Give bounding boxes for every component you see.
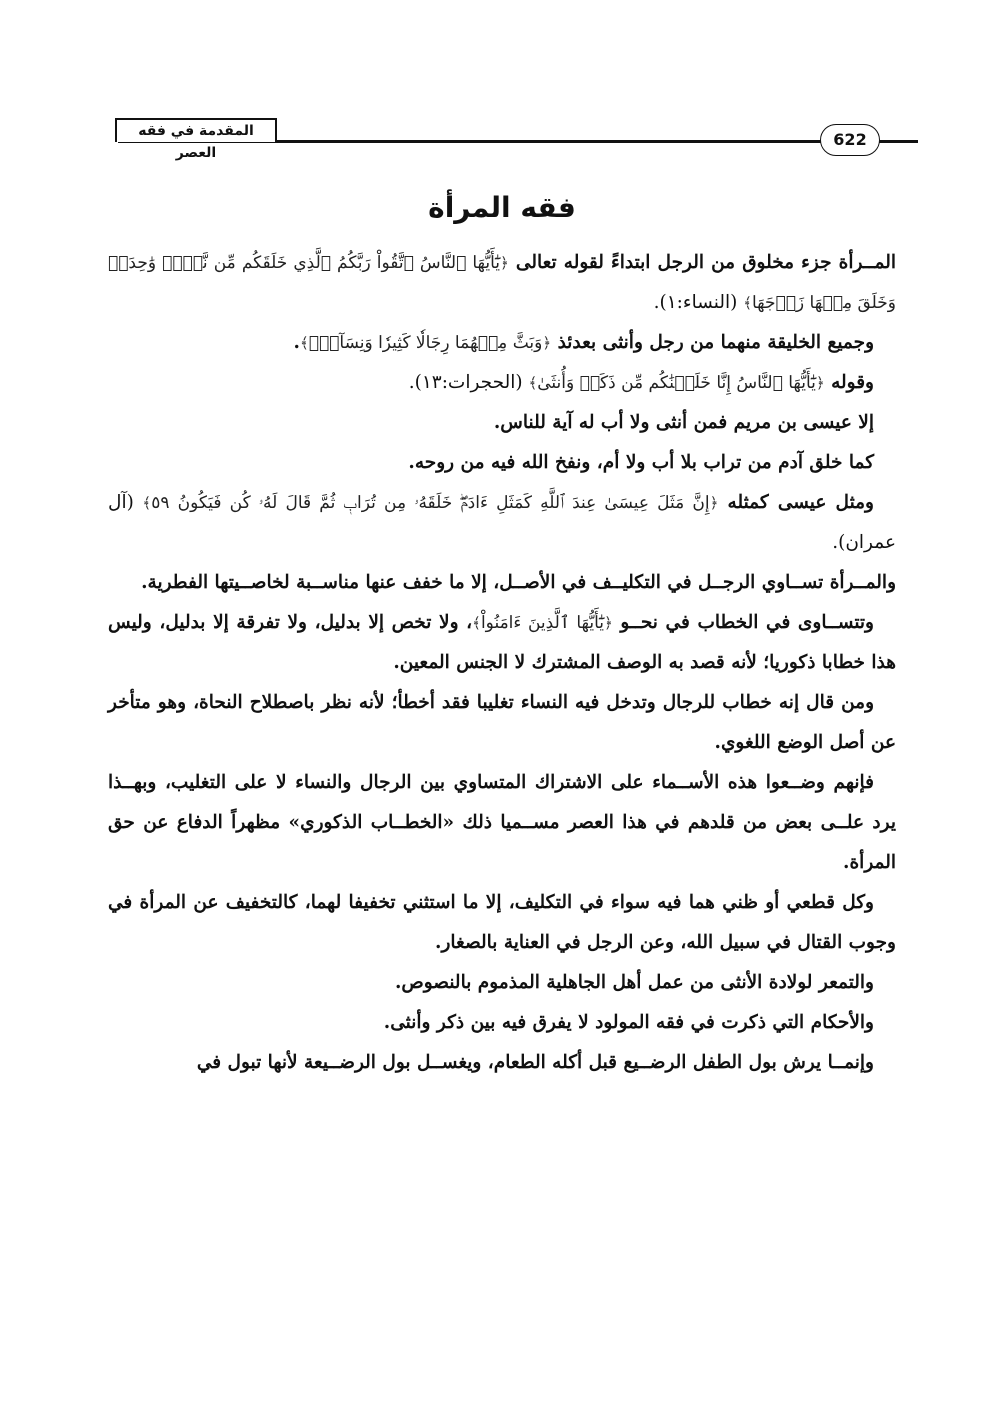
quran-verse: يَٰٓأَيُّهَا ٱلَّذِينَ ءَامَنُواْ	[480, 613, 604, 633]
paragraph-p1	[108, 243, 896, 323]
paragraph-p3	[108, 363, 896, 403]
citation: (آل عمران).	[108, 492, 896, 553]
paragraph-text: فإنهم وضــعوا هذه الأســماء على الاشتراك المتساوي بين الرجال والنساء لا على التغليب، وبهــذا يرد علــى بعض من قلدهم في هذا العصر مســميا ذلك «الخطــاب الذكوري» مظهراً الدفاع عن حق المرأة.	[108, 772, 896, 873]
paragraph-p4	[108, 403, 896, 443]
paragraph-p6	[108, 483, 896, 563]
ornate-bracket: ﴿	[500, 254, 509, 272]
quran-verse: وَبَثَّ مِنۡهُمَا رِجَالٗا كَثِيرٗا وَنِسَآءٗۚ	[308, 333, 543, 353]
citation: (الحجرات:١٣).	[408, 372, 529, 393]
paragraph-p2	[108, 323, 896, 363]
paragraph-text: والأحكام التي ذكرت في فقه المولود لا يفرق فيه بين ذكر وأنثى.	[383, 1012, 874, 1033]
paragraph-text: وإنمــا يرش بول الطفل الرضــيع قبل أكله الطعام، ويغســل بول الرضــيعة لأنها تبول في	[196, 1052, 874, 1073]
quran-verse: يَٰٓأَيُّهَا ٱلنَّاسُ إِنَّا خَلَقۡنَٰكُم مِّن ذَكَرٖ وَأُنثَىٰ	[537, 373, 816, 393]
quran-verse: يَٰٓأَيُّهَا ٱلنَّاسُ ٱتَّقُواْ رَبَّكُمُ ٱلَّذِي خَلَقَكُم مِّن نَّفۡسٖ وَٰحِدَةٖ وَخَلَقَ مِنۡهَا زَوۡجَهَا	[108, 253, 896, 313]
paragraph-p5	[108, 443, 896, 483]
body-text	[108, 243, 896, 1083]
ornate-bracket: ﴿	[709, 494, 719, 512]
paragraph-text: وقوله	[824, 372, 874, 393]
ornate-bracket: ﴾	[528, 374, 538, 392]
paragraph-text: إلا عيسى بن مريم فمن أنثى ولا أب له آية للناس.	[493, 412, 874, 433]
ornate-bracket: ﴿	[604, 614, 613, 632]
paragraph-p10	[108, 763, 896, 883]
paragraph-p14	[108, 1043, 896, 1083]
paragraph-p8	[108, 603, 896, 683]
ornate-bracket: ﴿	[542, 334, 552, 352]
running-header-book-title: المقدمة في فقه العصر	[115, 118, 277, 142]
ornate-bracket: ﴾	[743, 294, 752, 312]
paragraph-text: وجميع الخليقة منهما من رجل وأنثى بعدئذ	[551, 332, 874, 353]
ornate-bracket: ﴾	[142, 494, 152, 512]
paragraph-p12	[108, 963, 896, 1003]
paragraph-p11	[108, 883, 896, 963]
paragraph-text: كما خلق آدم من تراب بلا أب ولا أم، ونفخ الله فيه من روحه.	[408, 452, 874, 473]
paragraph-text: والتمعر لولادة الأنثى من عمل أهل الجاهلية المذموم بالنصوص.	[394, 972, 874, 993]
paragraph-text: .	[293, 332, 300, 353]
chapter-title: فقه المرأة	[428, 191, 576, 224]
paragraph-p13	[108, 1003, 896, 1043]
citation: (النساء:١).	[653, 292, 744, 313]
page-number: 622	[820, 124, 880, 156]
paragraph-text: وكل قطعي أو ظني هما فيه سواء في التكليف، إلا ما استثني تخفيفا لهما، كالتخفيف عن المرأة في وجوب القتال في سبيل الله، وعن الرجل في العناية بالصغار.	[108, 892, 896, 953]
paragraph-text: والمــرأة تســاوي الرجــل في التكليــف في الأصــل، إلا ما خفف عنها مناســبة لخاصــيتها الفطرية.	[141, 572, 896, 593]
paragraph-text: المــرأة جزء مخلوق من الرجل ابتداءً لقوله تعالى	[508, 252, 896, 273]
paragraph-text: ومن قال إنه خطاب للرجال وتدخل فيه النساء تغليبا فقد أخطأ؛ لأنه نظر باصطلاح النحاة، وهو متأخر عن أصل الوضع اللغوي.	[108, 692, 896, 753]
paragraph-text: وتتســاوى في الخطاب في نحــو	[612, 612, 874, 633]
paragraph-p9	[108, 683, 896, 763]
paragraph-p7	[108, 563, 896, 603]
quran-verse: إِنَّ مَثَلَ عِيسَىٰ عِندَ ٱللَّهِ كَمَثَلِ ءَادَمَۖ خَلَقَهُۥ مِن تُرَابٖ ثُمَّ قَالَ لَهُۥ كُن فَيَكُونُ ٥٩	[151, 493, 710, 513]
ornate-bracket: ﴿	[815, 374, 825, 392]
ornate-bracket: ﴾	[472, 614, 481, 632]
paragraph-text: ومثل عيسى كمثله	[718, 492, 874, 513]
ornate-bracket: ﴾	[299, 334, 309, 352]
paragraph-text: ، ولا تخص إلا بدليل، ولا تفرقة إلا بدليل، وليس هذا خطابا ذكوريا؛ لأنه قصد به الوصف المشترك لا الجنس المعين.	[108, 612, 896, 673]
